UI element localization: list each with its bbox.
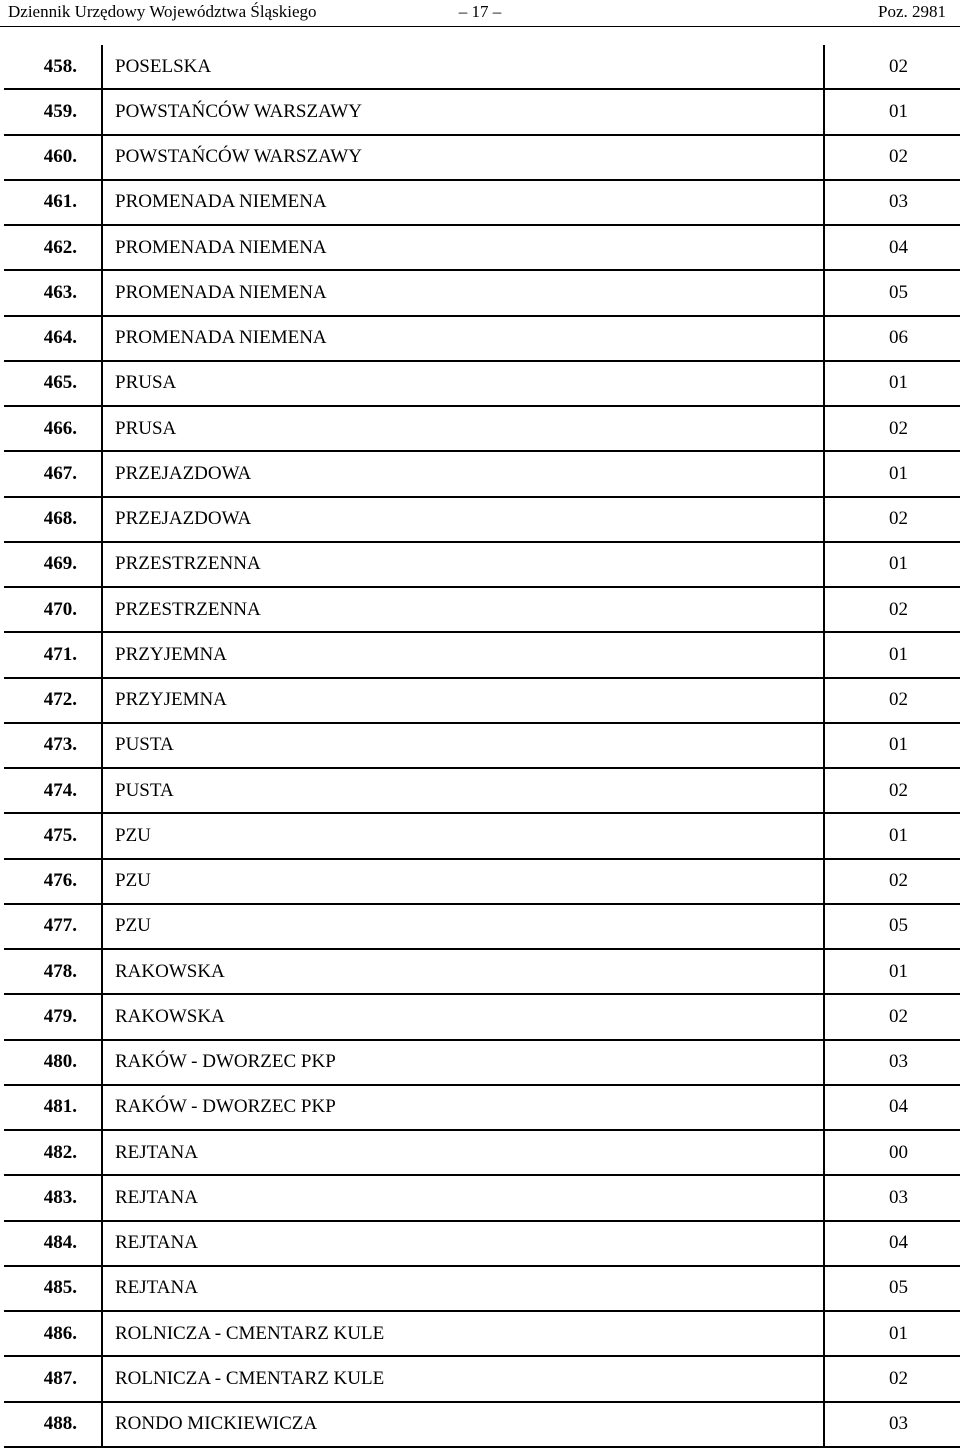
row-number: 469. [4,542,102,587]
row-number: 471. [4,632,102,677]
table-row [4,994,960,1039]
street-name: RONDO MICKIEWICZA [102,1402,824,1447]
table-row [4,678,960,723]
table-row [4,813,960,858]
page-number: – 17 – [458,2,502,21]
street-name: RAKÓW - DWORZEC PKP [102,1085,824,1130]
table-row [4,1130,960,1175]
code-value: 02 [824,135,960,180]
code-value: 05 [824,904,960,949]
table-row [4,723,960,768]
code-value: 03 [824,1175,960,1220]
code-value: 02 [824,678,960,723]
street-name: REJTANA [102,1175,824,1220]
code-value: 01 [824,361,960,406]
street-name: ROLNICZA - CMENTARZ KULE [102,1311,824,1356]
table-row [4,1175,960,1220]
table-row [4,45,960,89]
code-value: 04 [824,1221,960,1266]
row-number: 472. [4,678,102,723]
row-number: 462. [4,225,102,270]
row-number: 482. [4,1130,102,1175]
code-value: 00 [824,1130,960,1175]
table-row [4,1085,960,1130]
table-row [4,406,960,451]
row-number: 468. [4,497,102,542]
street-name: RAKOWSKA [102,949,824,994]
code-value: 04 [824,1085,960,1130]
street-name: PRZEJAZDOWA [102,451,824,496]
code-value: 01 [824,949,960,994]
table-row [4,1356,960,1401]
row-number: 465. [4,361,102,406]
row-number: 478. [4,949,102,994]
code-value: 02 [824,859,960,904]
table-row [4,180,960,225]
row-number: 481. [4,1085,102,1130]
code-value: 02 [824,45,960,89]
row-number: 475. [4,813,102,858]
street-name: PRUSA [102,406,824,451]
street-name: REJTANA [102,1266,824,1311]
street-name: PZU [102,904,824,949]
street-name: RAKÓW - DWORZEC PKP [102,1040,824,1085]
table-row [4,361,960,406]
street-name: PZU [102,859,824,904]
code-value: 03 [824,1040,960,1085]
street-name: PROMENADA NIEMENA [102,270,824,315]
row-number: 480. [4,1040,102,1085]
street-name: PROMENADA NIEMENA [102,225,824,270]
table-row [4,225,960,270]
street-name: PRZESTRZENNA [102,587,824,632]
code-value: 05 [824,270,960,315]
table-row [4,89,960,134]
street-name: REJTANA [102,1221,824,1266]
code-value: 01 [824,542,960,587]
street-name: REJTANA [102,1130,824,1175]
code-value: 02 [824,768,960,813]
table-row [4,632,960,677]
row-number: 466. [4,406,102,451]
street-name: PUSTA [102,723,824,768]
row-number: 464. [4,316,102,361]
street-name: POWSTAŃCÓW WARSZAWY [102,135,824,180]
street-name: PROMENADA NIEMENA [102,180,824,225]
street-name: PRZYJEMNA [102,678,824,723]
row-number: 486. [4,1311,102,1356]
street-name: ROLNICZA - CMENTARZ KULE [102,1356,824,1401]
header-divider [0,26,960,27]
code-value: 06 [824,316,960,361]
code-value: 02 [824,497,960,542]
street-name: POSELSKA [102,45,824,89]
table-row [4,949,960,994]
row-number: 470. [4,587,102,632]
code-value: 04 [824,225,960,270]
row-number: 467. [4,451,102,496]
row-number: 458. [4,45,102,89]
code-value: 03 [824,180,960,225]
table-row [4,542,960,587]
table-row [4,451,960,496]
code-value: 01 [824,89,960,134]
table-row [4,1402,960,1447]
row-number: 479. [4,994,102,1039]
street-name: PRZESTRZENNA [102,542,824,587]
row-number: 484. [4,1221,102,1266]
table-row [4,1221,960,1266]
row-number: 461. [4,180,102,225]
code-value: 02 [824,994,960,1039]
code-value: 02 [824,406,960,451]
code-value: 01 [824,451,960,496]
row-number: 488. [4,1402,102,1447]
row-number: 459. [4,89,102,134]
street-list-table [4,45,960,1448]
table-row [4,859,960,904]
row-number: 463. [4,270,102,315]
code-value: 05 [824,1266,960,1311]
street-name: PRUSA [102,361,824,406]
table-row [4,904,960,949]
table-row [4,135,960,180]
row-number: 460. [4,135,102,180]
row-number: 474. [4,768,102,813]
journal-title: Dziennik Urzędowy Województwa Śląskiego [8,2,317,21]
row-number: 473. [4,723,102,768]
row-number: 485. [4,1266,102,1311]
street-name: PROMENADA NIEMENA [102,316,824,361]
code-value: 01 [824,723,960,768]
street-name: PZU [102,813,824,858]
table-row [4,1266,960,1311]
code-value: 01 [824,632,960,677]
row-number: 476. [4,859,102,904]
row-number: 487. [4,1356,102,1401]
code-value: 03 [824,1402,960,1447]
code-value: 02 [824,1356,960,1401]
table-row [4,1040,960,1085]
item-number: Poz. 2981 [878,2,946,21]
table-row [4,587,960,632]
street-name: RAKOWSKA [102,994,824,1039]
table-row [4,270,960,315]
street-name: PUSTA [102,768,824,813]
table-row [4,768,960,813]
row-number: 483. [4,1175,102,1220]
row-number: 477. [4,904,102,949]
page-header [0,0,960,26]
code-value: 01 [824,813,960,858]
code-value: 02 [824,587,960,632]
table-row [4,1311,960,1356]
table-row [4,316,960,361]
street-name: PRZYJEMNA [102,632,824,677]
street-name: POWSTAŃCÓW WARSZAWY [102,89,824,134]
code-value: 01 [824,1311,960,1356]
table-row [4,497,960,542]
street-name: PRZEJAZDOWA [102,497,824,542]
